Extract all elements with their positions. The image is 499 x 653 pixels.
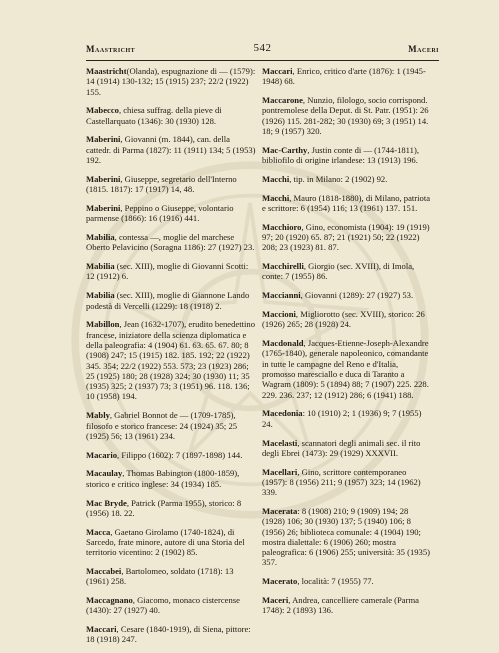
entry-headword: Maberini (86, 202, 121, 213)
entry-headword: Macedonia (262, 408, 303, 419)
entry-headword: Mabecco (86, 105, 119, 116)
index-entry (262, 261, 432, 282)
entry-headword: Maberini (86, 134, 121, 145)
entry-headword: Macaulay (86, 468, 123, 479)
entry-headword: Maccarone (262, 95, 303, 106)
index-entry (262, 222, 432, 253)
right-column (262, 66, 432, 624)
entry-headword: Macca (86, 526, 111, 537)
header-rule (86, 60, 439, 61)
entry-text: (Olanda), espugnazione di — (1579): 14 (1914) 130-132; 15 (1915) 237; 22/2 (1922) 155. (86, 66, 256, 97)
entry-text: , Giovanni (m. 1844), can. della cattedr. di Parma (1827): 11 (1911) 134; 5 (1953) 192. (86, 134, 256, 166)
entry-headword: Macchirelli (262, 261, 304, 272)
entry-headword: Macdonald (262, 338, 304, 349)
entry-text: , località: 7 (1955) 77. (297, 576, 374, 587)
entry-text: , Migliorotto (sec. XVIII), storico: 26 (1926) 265; 28 (1928) 24. (262, 309, 425, 330)
entry-text: : 10 (1910) 2; 1 (1936) 9; 7 (1955) 24. (262, 408, 422, 429)
index-entry (86, 566, 256, 587)
entry-headword: Mac Bryde (86, 497, 127, 508)
index-entry (86, 66, 256, 97)
entry-text: , Filippo (1602): 7 (1897-1898) 144. (117, 449, 243, 460)
entry-headword: Macelasti (262, 437, 298, 448)
index-entry (86, 134, 256, 165)
entry-text: , Gino, scrittore contemporaneo (1957): 8 (1956) 211; 9 (1957) 323; 14 (1962) 339. (262, 466, 421, 498)
running-header (86, 40, 439, 56)
entry-headword: Mabilia (86, 232, 115, 243)
entry-headword: Maccioni (262, 309, 296, 320)
entry-text: , Jacques-Etienne-Joseph-Alexandre (1765-1840), generale napoleonico, comandante in tutte le campagne del Reno e d'Italia, promosso maresciallo e duca di Taranto a Wagram (1809): 5 (1894) 88; 7 (1907) 225. 228. 229. 236. 237; 12 (1912) 286; 6 (1941) 188. (262, 338, 429, 400)
index-entry (262, 309, 432, 330)
entry-text: , Thomas Babington (1800-1859), storico e critico inglese: 34 (1934) 185. (86, 468, 240, 489)
entry-headword: Maccari (262, 66, 293, 76)
entry-text: , Mauro (1818-1880), di Milano, patriota e scrittore: 6 (1954) 116; 13 (1961) 137. 151. (262, 192, 431, 213)
entry-headword: Mabilia (86, 290, 115, 301)
index-entry (86, 595, 256, 616)
index-entry (262, 290, 432, 300)
index-entry (262, 338, 432, 400)
entry-text: , Enrico, critico d'arte (1876): 1 (1945-1948) 68. (262, 66, 426, 87)
entry-text: , Justin conte di — (1744-1811), bibliofilo di origine irlandese: 13 (1913) 196. (262, 144, 419, 166)
index-entry (262, 66, 432, 87)
index-entry (262, 595, 432, 616)
entry-headword: Macario (86, 449, 118, 460)
index-entry (86, 468, 256, 489)
entry-headword: Maccari (86, 624, 117, 635)
left-column (86, 66, 256, 653)
index-entry (86, 105, 256, 126)
header-left-guideword: Maastricht (86, 44, 136, 54)
entry-text: , Giuseppe, segretario dell'Interno (1815. 1817): 17 (1917) 14, 48. (86, 173, 237, 195)
entry-text: , Nunzio, filologo, socio corrispond. pontremolese della Deput. di St. Patr. (1951): 26 (1926) 115. 281-282; 30 (1930) 69; 3 (1951) 14. 18; 9 (1957) 320. (262, 95, 429, 136)
entry-headword: Mabillon (86, 319, 120, 330)
entry-text: , Giovanni (1289): 27 (1927) 53. (300, 290, 414, 301)
entry-text: : 8 (1908) 210; 9 (1909) 194; 28 (1928) 106; 30 (1930) 137; 5 (1940) 106; 8 (1956) 26; biblioteca comunale: 4 (1904) 190; mostra dialettale: 6 (1906) 260; mostra paleografica: 6 (1906) 255; università: 35 (1935) 357. (262, 506, 431, 568)
index-entry (262, 174, 432, 184)
index-entry (86, 624, 256, 645)
entry-text: , Gabriel Bonnot de — (1709-1785), filosofo e storico francese: 24 (1924) 35; 25 (1925) 56; 13 (1961) 234. (86, 410, 238, 441)
entry-headword: Maberini (86, 173, 121, 184)
index-entry (86, 450, 256, 460)
entry-headword: Mac-Carthy (262, 144, 308, 155)
header-right-guideword: Maceri (408, 44, 439, 54)
entry-text: , Patrick (Parma 1955), storico: 8 (1956) 18. 22. (86, 497, 242, 518)
index-entry (86, 232, 256, 253)
index-entry (262, 576, 432, 586)
entry-headword: Macchi (262, 192, 290, 203)
entry-text: , Gino, economista (1904): 19 (1919) 97; 20 (1920) 65. 87; 21 (1921) 50; 22 (1922) 208; 23 (1923) 81. 87. (262, 221, 430, 253)
index-entry (262, 506, 432, 568)
index-entry (86, 319, 256, 401)
entry-text: , Andrea, cancelliere camerale (Parma 1748): 2 (1893) 136. (262, 595, 419, 616)
entry-text: , Cesare (1840-1919), di Siena, pittore: 18 (1918) 247. (86, 624, 251, 645)
index-entry (86, 290, 256, 311)
entry-headword: Mably (86, 410, 110, 421)
entry-text: , chiesa suffrag. della pieve di Castellarquato (1346): 30 (1930) 128. (86, 105, 222, 126)
entry-headword: Macerato (262, 576, 298, 587)
index-entry (86, 261, 256, 282)
entry-headword: Maccabei (86, 565, 122, 576)
entry-text: , tip. in Milano: 2 (1902) 92. (289, 173, 388, 184)
entry-headword: Macchioro (262, 221, 302, 232)
entry-headword: Maastricht (86, 66, 127, 76)
entry-text: (sec. XIII), moglie di Giannone Lando podestà di Vercelli (1229): 18 (1918) 2. (86, 290, 250, 311)
index-entry (86, 527, 256, 558)
index-entry (262, 95, 432, 136)
entry-headword: Macerata (262, 506, 298, 516)
entry-headword: Mabilia (86, 261, 115, 272)
entry-text: , Jean (1632-1707), erudito benedettino francese, iniziatore della scienza diplomatica e della paleografia: 4 (1904) 61. 63. 65. 67. 80; 8 (1908) 247; 15 (1915) 182. 185. 192; 22 (1922) 345. 354; 22/2 (1922) 553. 573; 23 (1923) 286; 25 (1925) 180; 28 (1928) 324; 30 (1930) 11; 35 (1935) 325; 2 (1937) 73; 3 (1951) 96. 118. 136; 10 (1958) 194. (86, 319, 255, 402)
entry-text: (sec. XIII), moglie di Giovanni Scotti: 12 (1912) 6. (86, 261, 249, 282)
entry-text: , Bartolomeo, soldato (1718): 13 (1961) 258. (86, 565, 234, 587)
page-number: 542 (253, 42, 272, 54)
entry-headword: Macchi (262, 173, 290, 184)
entry-text: , Giorgio (sec. XVIII), di Imola, conte: 7 (1955) 86. (262, 261, 415, 282)
index-entry (86, 174, 256, 195)
index-entry (262, 408, 432, 429)
entry-text: , Peppino o Giuseppe, volontario parmense (1866): 16 (1916) 441. (86, 202, 234, 224)
entry-text: , scannatori degli animali sec. il rito degli Ebrei (1473): 29 (1929) XXXVII. (262, 437, 421, 458)
entry-headword: Maccianni (262, 290, 301, 301)
index-entry (86, 498, 256, 519)
entry-text: , Giacomo, monaco cistercense (1430): 27 (1927) 40. (86, 595, 240, 616)
entry-headword: Maccagnano (86, 595, 133, 606)
index-entry (262, 467, 432, 498)
index-entry (86, 410, 256, 441)
entry-text: , Gaetano Girolamo (1740-1824), di Sarcedo, frate minore, autore di una Storia del territorio vicentino: 2 (1902) 85. (86, 526, 245, 558)
index-entry (86, 203, 256, 224)
entry-text: , contessa —, moglie del marchese Oberto Pelavicino (Soragna 1186): 27 (1927) 23. (86, 232, 255, 253)
entry-headword: Maceri (262, 595, 289, 606)
index-entry (262, 438, 432, 459)
entry-headword: Macellari (262, 466, 298, 477)
index-entry (262, 193, 432, 214)
index-entry (262, 145, 432, 166)
